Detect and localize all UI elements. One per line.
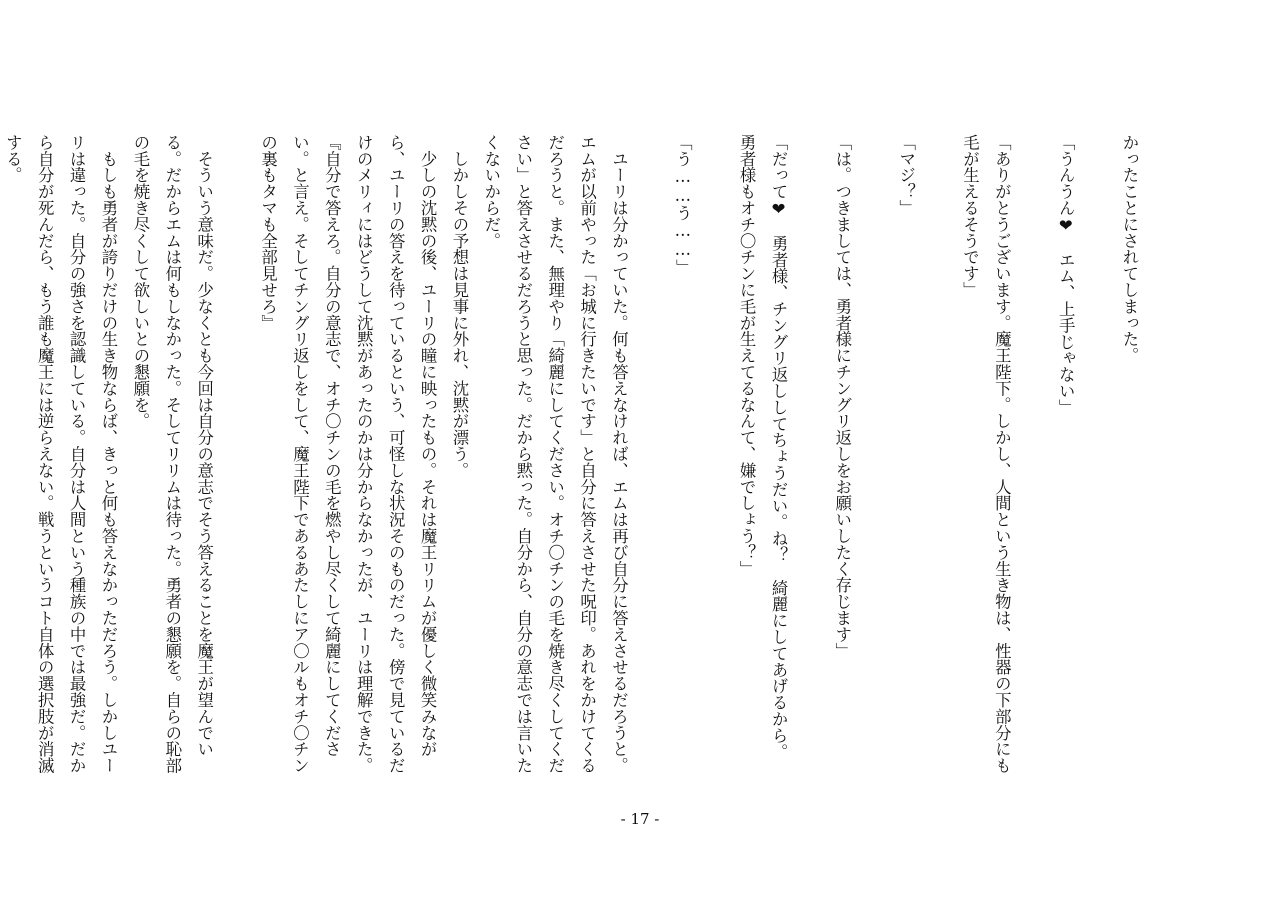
text-line: かったことにされてしまった。 (1120, 134, 1139, 364)
dialogue-line: 「は。つきましては、勇者様にチングリ返しをお願いしたく存じます」 (832, 134, 852, 659)
blank-line (922, 134, 954, 774)
dialogue-line: 「う……う……」 (673, 134, 693, 276)
blank-line (858, 134, 890, 774)
dialogue-line: 「うんうん❤ エム、上手じゃない」 (1056, 134, 1076, 416)
narration-paragraph: そういう意味だ。少なくとも今回は自分の意志でそう答えることを魔王が望んでいる。だからエムは何もしなかった。そしてリリムは待った。勇者の懇願を。自らの恥部の毛を焼き尽くして欲しいとの懇願を。 (130, 134, 214, 774)
narration-paragraph: もしも勇者が誇りだけの生き物ならば、きっと何も答えなかっただろう。しかしユーリは違った。自分の強さを認識している。自分は人間という種族の中では最強だ。だから自分が死んだら、もう誰も魔王には逆らえない。戦うというコト自体の選択肢が消滅する。 (3, 134, 118, 774)
quoted-thought: 『自分で答えろ。自分の意志で、オチ〇チンの毛を燃やし尽くして綺麗にしてください。と言え。そしてチングリ返しをして、魔王陛下であるあたしにア〇ルもオチ〇チンの裏もタマも全部見せろ』 (258, 134, 342, 774)
vertical-text-body (3, 134, 1145, 774)
dialogue-line: 「マジ？」 (896, 134, 916, 216)
blank-line (794, 134, 826, 774)
dialogue-line: 「だって❤ 勇者様、チングリ返ししてちょうだい。ね？ 綺麗にしてあげるから。勇者様もオチ〇チンに毛が生えてるなんて、嫌でしょう？」 (737, 134, 789, 760)
blank-line (698, 134, 730, 774)
page-number: - 17 - (620, 810, 660, 828)
blank-line (1081, 134, 1113, 774)
narration-paragraph: しかしその予想は見事に外れ、沈黙が漂う。 (449, 134, 469, 479)
blank-line (220, 134, 252, 774)
narration-paragraph: 少しの沈黙の後、ユーリの瞳に映ったもの。それは魔王リリムが優しく微笑みながら、ユーリの答えを待っているという、可怪しな状況そのものだった。傍で見ているだけのメリィにはどうして沈黙があったのかは分からなかったが、ユーリは理解できた。 (354, 134, 438, 774)
dialogue-line: 「ありがとうございます。魔王陛下。しかし、人間という生き物は、性器の下部分にも毛が生えるそうです」 (960, 134, 1012, 774)
blank-line (635, 134, 667, 774)
narration-paragraph: ユーリは分かっていた。何も答えなければ、エムは再び自分に答えさせるだろうと。エムが以前やった「お城に行きたいです」と自分に答えさせた呪印。あれをかけてくるだろうと。また、無理やり「綺麗にしてください。オチ〇チンの毛を焼き尽くしてください」と答えさせるだろうと思った。だから黙った。自分から、自分の意志では言いたくないからだ。 (481, 134, 629, 774)
blank-line (1017, 134, 1049, 774)
